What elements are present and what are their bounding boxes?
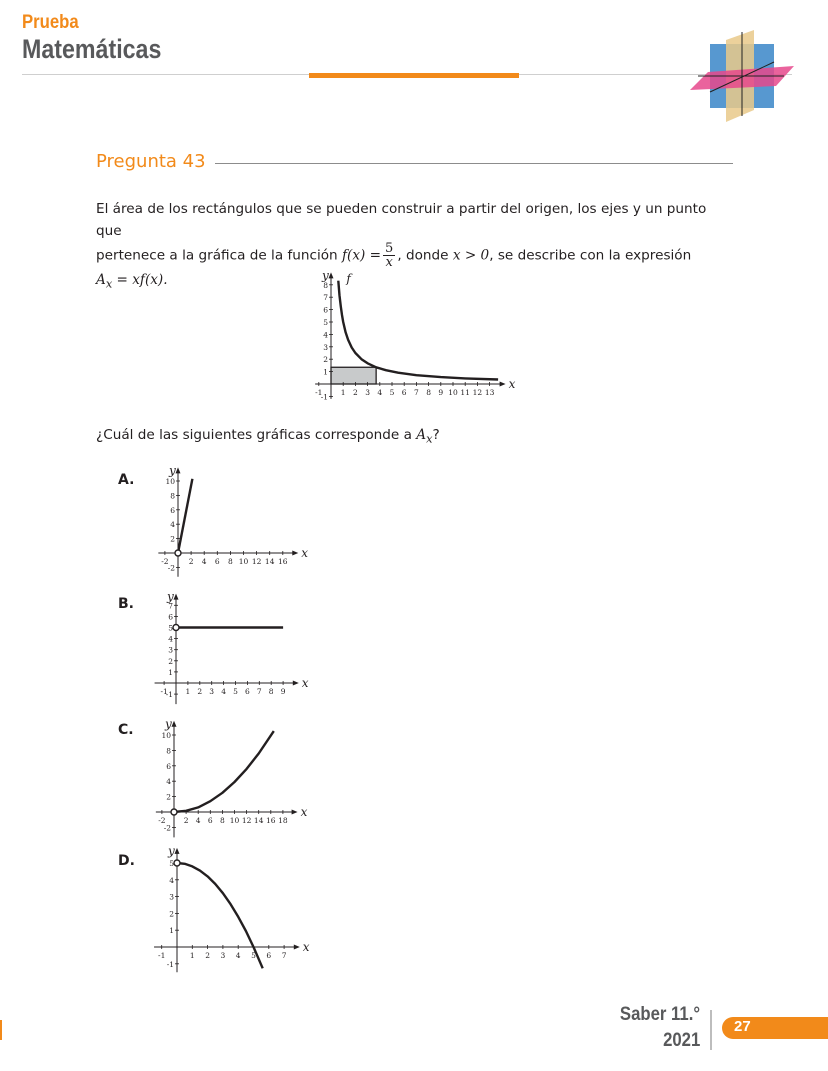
x-axis-arrow-icon xyxy=(294,945,300,950)
y-tick-label: 2 xyxy=(170,534,175,544)
y-tick-label: 4 xyxy=(169,875,174,885)
y-axis-label: y xyxy=(168,843,175,858)
x-tick-label: 6 xyxy=(245,687,250,696)
option-c-label[interactable]: C. xyxy=(118,722,134,738)
y-tick-label: 5 xyxy=(168,623,173,633)
x-tick-label: 3 xyxy=(220,951,226,960)
x-tick-label: 2 xyxy=(205,951,210,960)
y-axis-label: y xyxy=(169,463,176,478)
y-axis-arrow-icon xyxy=(174,594,179,600)
question-title: Pregunta 43 xyxy=(96,151,206,172)
graph-main xyxy=(315,268,515,401)
y-tick-label: 3 xyxy=(169,892,174,902)
y-tick-label: 1 xyxy=(169,926,174,936)
function-curve xyxy=(174,731,274,812)
y-tick-label: 8 xyxy=(170,491,175,501)
area-expression-rest: = xf(x). xyxy=(112,272,168,288)
y-tick-label: -1 xyxy=(165,690,173,700)
x-tick-label: 3 xyxy=(209,687,215,696)
prompt-subscript: x xyxy=(426,431,433,446)
prompt-variable: A xyxy=(416,427,427,443)
x-tick-label: 10 xyxy=(229,816,240,825)
y-tick-label: 2 xyxy=(168,656,173,666)
area-expression: A xyxy=(96,272,106,288)
x-axis-label: x xyxy=(302,940,310,954)
x-tick-label: 9 xyxy=(438,388,444,397)
y-tick-label: 3 xyxy=(168,645,173,655)
function-curve xyxy=(178,479,192,553)
x-tick-label: 2 xyxy=(183,816,189,825)
x-axis-label: x xyxy=(300,805,308,819)
y-tick-label: 1 xyxy=(323,367,328,377)
y-tick-label: -1 xyxy=(166,959,174,969)
x-axis-label: x xyxy=(301,546,309,560)
y-tick-label: 5 xyxy=(323,318,328,327)
x-tick-label: 2 xyxy=(353,388,358,397)
statement-line-1: El área de los rectángulos que se pueden construir a partir del origen, los ejes y un punto que xyxy=(96,201,707,239)
footer-divider xyxy=(710,1010,712,1050)
y-tick-label: 8 xyxy=(323,280,328,290)
x-tick-label: 13 xyxy=(484,388,495,397)
x-tick-label: 6 xyxy=(266,951,272,960)
x-tick-label: -2 xyxy=(158,816,166,825)
x-axis-arrow-icon xyxy=(500,382,506,387)
x-tick-label: -1 xyxy=(160,687,168,696)
x-tick-label: -1 xyxy=(315,388,323,397)
graph-b xyxy=(155,590,309,704)
fraction-numerator: 5 xyxy=(385,241,394,256)
graph-a xyxy=(158,463,308,576)
x-tick-label: 7 xyxy=(414,388,419,397)
subject-prefix: Prueba xyxy=(22,12,79,33)
y-tick-label: 8 xyxy=(166,746,171,756)
statement-text: , se describe con la expresión xyxy=(489,247,692,264)
area-subscript: x xyxy=(105,276,113,291)
y-tick-label: 7 xyxy=(168,601,173,611)
y-tick-label: 7 xyxy=(323,293,328,303)
y-axis-label: y xyxy=(165,716,172,731)
x-tick-label: 18 xyxy=(278,816,288,825)
y-axis-arrow-icon xyxy=(329,272,334,278)
subject-title: Matemáticas xyxy=(22,34,162,64)
x-tick-label: 12 xyxy=(472,388,483,397)
x-tick-label: 5 xyxy=(233,687,238,696)
y-tick-label: 2 xyxy=(166,792,171,802)
x-tick-label: 14 xyxy=(253,816,264,825)
x-tick-label: 5 xyxy=(251,951,256,960)
x-tick-label: 12 xyxy=(241,816,252,825)
curve-label: f xyxy=(346,271,351,286)
x-tick-label: 16 xyxy=(266,816,276,825)
x-tick-label: -1 xyxy=(158,951,166,960)
y-tick-label: 10 xyxy=(165,477,175,486)
footer-left-mark xyxy=(0,1020,2,1040)
exam-name: Saber 11.° xyxy=(619,1004,700,1025)
y-tick-label: -2 xyxy=(163,823,171,833)
x-axis-arrow-icon xyxy=(292,551,298,556)
statement-text: , donde xyxy=(397,247,453,264)
page-number: 27 xyxy=(734,1018,751,1035)
graph-c xyxy=(156,717,308,838)
x-tick-label: 6 xyxy=(214,557,220,566)
x-tick-label: 1 xyxy=(185,687,191,696)
x-tick-label: 4 xyxy=(377,388,383,397)
x-tick-label: 3 xyxy=(365,388,370,397)
y-tick-label: -1 xyxy=(320,392,328,402)
x-tick-label: 4 xyxy=(235,951,241,960)
x-tick-label: 14 xyxy=(264,557,275,566)
y-axis-arrow-icon xyxy=(172,721,177,727)
function-label: f(x) = xyxy=(342,247,382,264)
y-tick-label: 10 xyxy=(161,731,171,740)
y-axis-label: y xyxy=(167,589,174,604)
y-tick-label: 6 xyxy=(323,305,328,315)
y-tick-label: 6 xyxy=(170,505,175,515)
x-tick-label: 7 xyxy=(281,951,287,960)
x-tick-label: 6 xyxy=(207,816,213,825)
y-axis-arrow-icon xyxy=(175,848,180,854)
x-axis-label: x xyxy=(301,676,309,690)
y-axis-arrow-icon xyxy=(176,467,181,473)
x-tick-label: 4 xyxy=(201,557,207,566)
y-tick-label: 2 xyxy=(323,355,328,365)
y-tick-label: 4 xyxy=(166,777,171,787)
fraction-denominator: x xyxy=(385,255,393,270)
x-tick-label: 1 xyxy=(340,388,346,397)
x-tick-label: 8 xyxy=(220,816,225,825)
x-tick-label: -2 xyxy=(161,557,169,566)
x-tick-label: 16 xyxy=(278,557,288,566)
x-tick-label: 11 xyxy=(460,388,470,397)
x-tick-label: 6 xyxy=(401,388,407,397)
x-tick-label: 10 xyxy=(448,388,458,397)
option-b-label[interactable]: B. xyxy=(118,596,134,612)
y-tick-label: 4 xyxy=(323,330,328,340)
x-tick-label: 8 xyxy=(426,388,431,397)
y-axis-label: y xyxy=(322,268,329,283)
x-tick-label: 8 xyxy=(228,557,233,566)
open-point-marker xyxy=(171,809,177,815)
y-tick-label: 1 xyxy=(168,667,173,677)
x-tick-label: 2 xyxy=(188,557,194,566)
y-tick-label: 6 xyxy=(168,612,173,622)
y-tick-label: 4 xyxy=(170,520,175,530)
x-tick-label: 2 xyxy=(197,687,203,696)
y-tick-label: 5 xyxy=(169,859,174,868)
x-tick-label: 7 xyxy=(256,687,262,696)
x-tick-label: 9 xyxy=(280,687,286,696)
statement-text: pertenece a la gráfica de la función xyxy=(96,247,342,264)
graph-d xyxy=(154,844,310,972)
x-tick-label: 8 xyxy=(268,687,274,696)
prompt-text: ¿Cuál de las siguientes gráficas corresponde a xyxy=(96,427,417,443)
x-tick-label: 12 xyxy=(251,557,262,566)
y-tick-label: 6 xyxy=(166,761,171,771)
exam-year: 2021 xyxy=(662,1030,700,1051)
prompt-text: ? xyxy=(432,427,440,443)
y-tick-label: 2 xyxy=(169,909,174,919)
option-a-label[interactable]: A. xyxy=(118,472,135,488)
x-tick-label: 4 xyxy=(221,687,226,696)
x-tick-label: 1 xyxy=(189,951,195,960)
domain-condition: x > 0 xyxy=(452,247,490,264)
x-axis-label: x xyxy=(508,377,516,391)
y-tick-label: -2 xyxy=(167,563,175,573)
x-tick-label: 10 xyxy=(238,557,249,566)
area-rectangle xyxy=(331,367,376,384)
open-point-marker xyxy=(173,625,179,631)
y-tick-label: 4 xyxy=(168,634,173,644)
x-tick-label: 4 xyxy=(195,816,201,825)
x-axis-arrow-icon xyxy=(293,681,299,686)
function-curve xyxy=(338,281,498,380)
x-axis-arrow-icon xyxy=(292,810,298,815)
y-tick-label: 3 xyxy=(323,342,328,352)
open-point-marker xyxy=(174,860,180,866)
x-tick-label: 5 xyxy=(389,388,395,397)
option-d-label[interactable]: D. xyxy=(118,853,135,869)
open-point-marker xyxy=(175,550,181,556)
